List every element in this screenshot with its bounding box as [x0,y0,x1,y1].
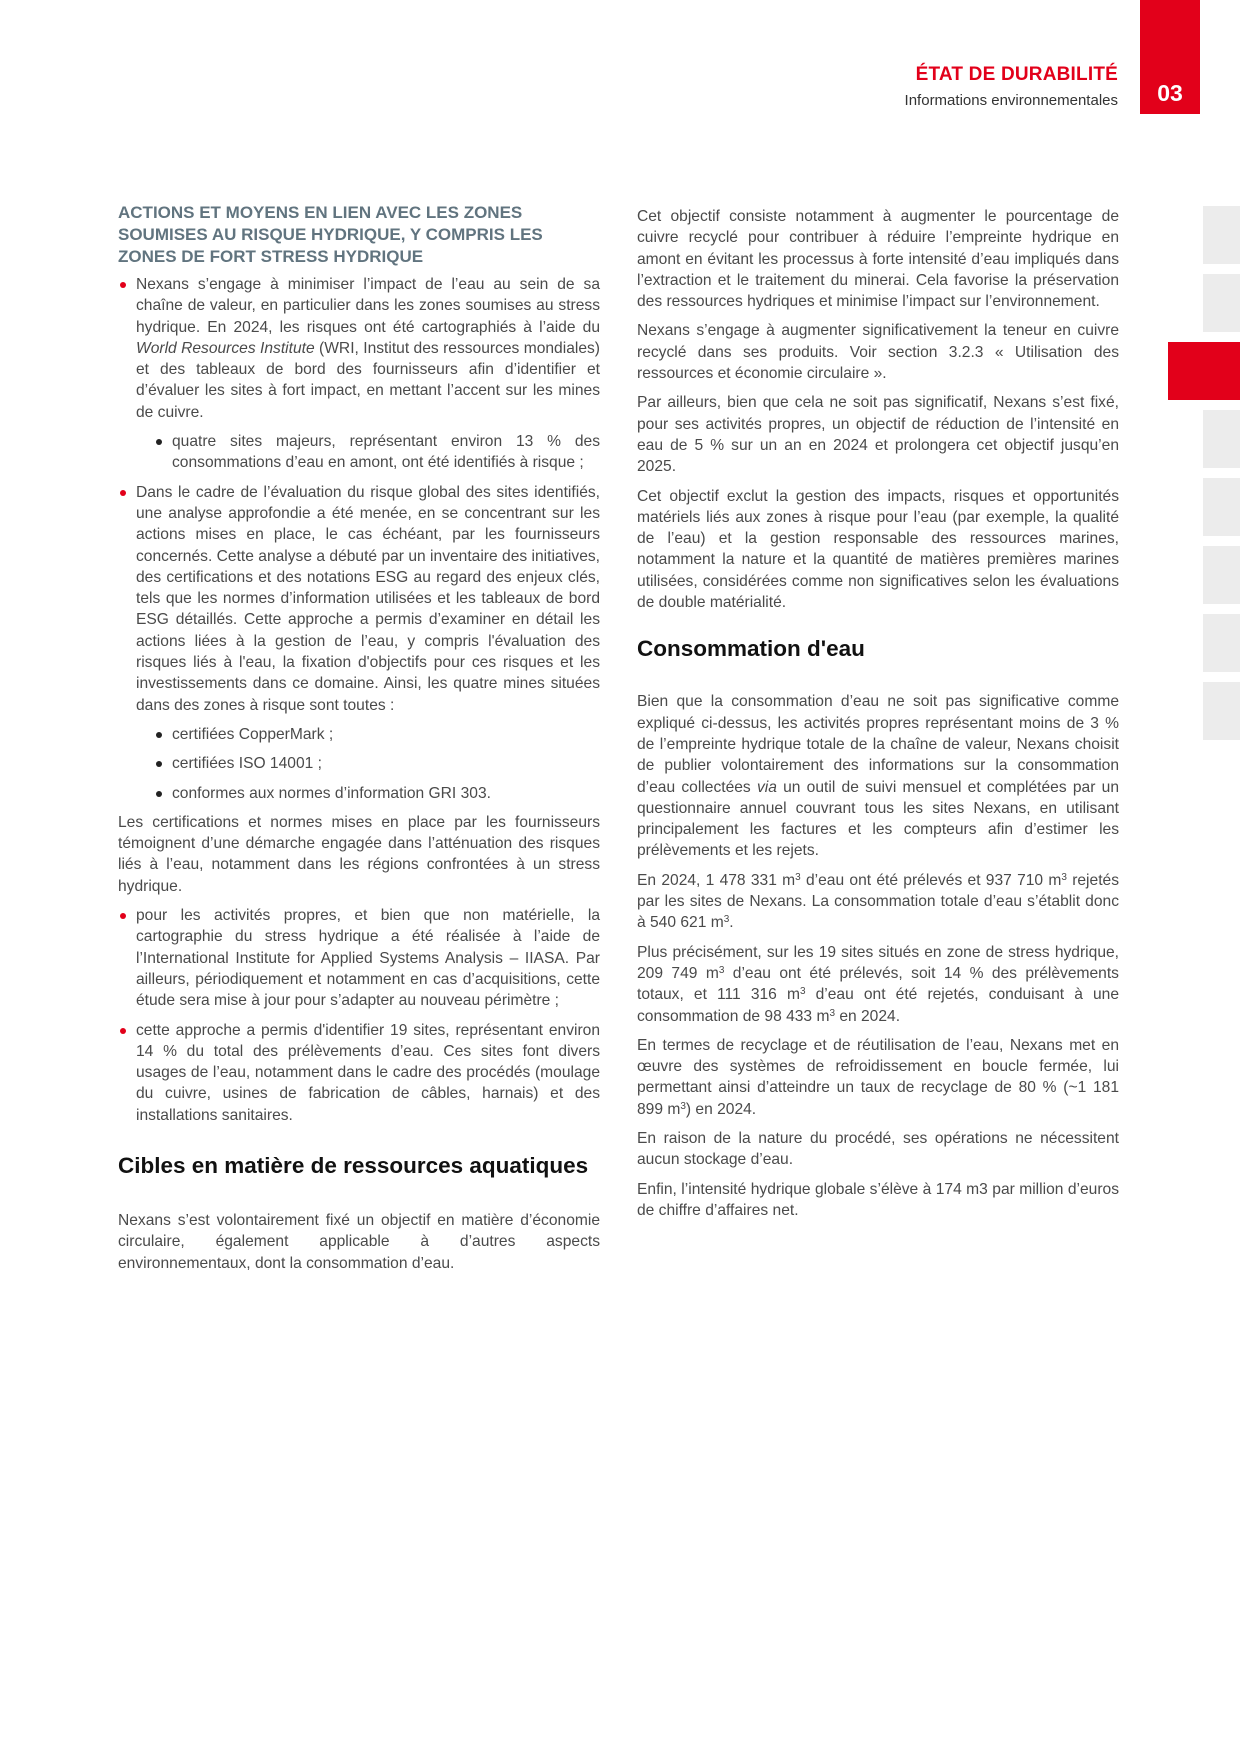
heading-water-consumption: Consommation d'eau [637,636,865,662]
bullet-item: Nexans s’engage à minimiser l’impact de l’eau au sein de sa chaîne de valeur, en particulier dans les zones soumises au stress hydrique. En 2024, les risques ont été cartographiés à l’aide du World Resources Institute (WRI, Institut des ressources mondiales) et des tableaux de bord des fournisseurs afin d’identifier et d’évaluer les sites à fort impact, en mettant l’accent sur les mines de cuivre. quatre sites majeurs, représentant environ 13 % des consommations d’eau en amont, ont été identifiés à risque ; [118,274,600,474]
paragraph-water-totals: En 2024, 1 478 331 $m^3$ d’eau ont été prélevés et 937 710 $m^3$ rejetés par les sites de Nexans. La consommation totale d’eau s’établit donc à 540 621 $m^3$. [637,871,1119,932]
side-tab-active [1168,342,1240,400]
sub-bullet-item: certifiées CopperMark ; [136,724,600,745]
paragraph: Cet objectif consiste notamment à augmenter le pourcentage de cuivre recyclé pour contribuer à réduire l’empreinte hydrique en amont en évitant les processus à forte intensité d’eau impliqués dans l’extraction et le traitement du minerai. Cela favorise la préservation des ressources hydriques et minimise l’impact sur l’environnement. [637,208,1119,311]
section-heading: ACTIONS ET MOYENS EN LIEN AVEC LES ZONES SOUMISES AU RISQUE HYDRIQUE, Y COMPRIS LES ZONES DE FORT STRESS HYDRIQUE [118,203,543,266]
section-header-subtitle: Informations environnementales [904,92,1118,109]
side-tab [1203,206,1240,264]
heading-water-targets: Cibles en matière de ressources aquatiques [118,1152,589,1178]
section-header-title: ÉTAT DE DURABILITÉ [915,64,1118,85]
side-tab [1203,478,1240,536]
right-column [637,206,1119,1229]
left-column [118,202,600,1282]
paragraph: Nexans s’engage à augmenter significativement la teneur en cuivre recyclé dans ses produits. Voir section 3.2.3 « Utilisation des ressources et économie circulaire ». [637,322,1119,383]
paragraph-recycling: En termes de recyclage et de réutilisation de l’eau, Nexans met en œuvre des systèmes de refroidissement en boucle fermée, lui permettant ainsi d’atteindre un taux de recyclage de 80 % (~1 181 899 $m^3$) en 2024. [637,1036,1119,1118]
paragraph: Bien que la consommation d’eau ne soit pas significative comme expliqué ci-dessus, les activités propres représentant moins de 3 % de l’empreinte hydrique totale de la chaîne de valeur, Nexans choisit de publier volontairement des informations sur la consommation d’eau collectées via un outil de suivi mensuel et complétées par un questionnaire annuel couvrant tous les sites Nexans, en utilisant principalement les factures et les compteurs afin d’estimer les prélèvements et les rejets. [637,693,1119,860]
paragraph: Nexans s’est volontairement fixé un objectif en matière d’économie circulaire, également applicable à d’autres aspects environnementaux, dont la consommation d’eau. [118,1211,600,1272]
bullet-item: pour les activités propres, et bien que non matérielle, la cartographie du stress hydrique a été réalisée à l’aide de l’International Institute for Applied Systems Analysis – IIASA. Par ailleurs, périodiquement et notamment en cas d’acquisitions, cette étude sera mise à jour pour s’adapter au nouveau périmètre ; [118,905,600,1011]
side-tab [1203,682,1240,740]
sub-bullet-item: quatre sites majeurs, représentant environ 13 % des consommations d’eau en amont, ont été identifiés à risque ; [136,431,600,474]
side-tab [1203,614,1240,672]
sub-bullet-item: certifiées ISO 14001 ; [136,753,600,774]
paragraph: Enfin, l’intensité hydrique globale s’élève à 174 m3 par million d’euros de chiffre d’affaires net. [637,1180,1119,1219]
paragraph: Cet objectif exclut la gestion des impacts, risques et opportunités matériels liés aux zones à risque pour l’eau (par exemple, la qualité de l’eau) et la gestion responsable des ressources marines, notamment la nature et la quantité de matières premières marines utilisées, considérées comme non significatives selon les évaluations de double matérialité. [637,487,1119,612]
paragraph-stress-sites: Plus précisément, sur les 19 sites situés en zone de stress hydrique, 209 749 $m^3$ d’eau ont été prélevés, soit 14 % des prélèvements totaux, et 111 316 $m^3$ d’eau ont été rejetés, conduisant à une consommation de 98 433 $m^3$ en 2024. [637,943,1120,1025]
bullet-item: cette approche a permis d'identifier 19 sites, représentant environ 14 % du total des prélèvements d’eau. Ces sites font divers usages de l’eau, notamment dans le cadre des procédés (moulage du cuivre, usines de fabrication de câbles, harnais) et des installations sanitaires. [118,1020,600,1126]
sub-bullet-item: conformes aux normes d’information GRI 303. [136,783,600,804]
paragraph: Par ailleurs, bien que cela ne soit pas significatif, Nexans s’est fixé, pour ses activités propres, un objectif de réduction de l’intensité en eau de 5 % sur un an en 2024 et prolongera cet objectif jusqu’en 2025. [637,394,1119,476]
side-tab [1203,546,1240,604]
chapter-number: 03 [1157,80,1183,106]
paragraph: Les certifications et normes mises en place par les fournisseurs témoignent d’une démarche engagée dans l’atténuation des risques liés à l’eau, notamment dans les régions confrontées à un stress hydrique. [118,813,600,895]
side-tab [1203,274,1240,332]
side-tab [1203,410,1240,468]
paragraph: En raison de la nature du procédé, ses opérations ne nécessitent aucun stockage d’eau. [637,1129,1119,1169]
bullet-item: Dans le cadre de l’évaluation du risque global des sites identifiés, une analyse approfondie a été menée, en se concentrant sur les actions mises en place, le cas échéant, par les fournisseurs concernés. Cette analyse a débuté par un inventaire des initiatives, des certifications et des notations ESG au regard des enjeux clés, tels que les normes d’information utilisées et les tableaux de bord ESG détaillés. Cette approche a permis d’examiner en détail les actions liées à la gestion de l’eau, y compris l'évaluation des risques liés à l'eau, la fixation d'objectifs pour ces risques et les investissements dans ce domaine. Ainsi, les quatre mines situées dans des zones à risque sont toutes : certifiées CopperMark ; certifiées ISO 14001 ; conformes aux normes d’information GRI 303. [118,482,600,804]
